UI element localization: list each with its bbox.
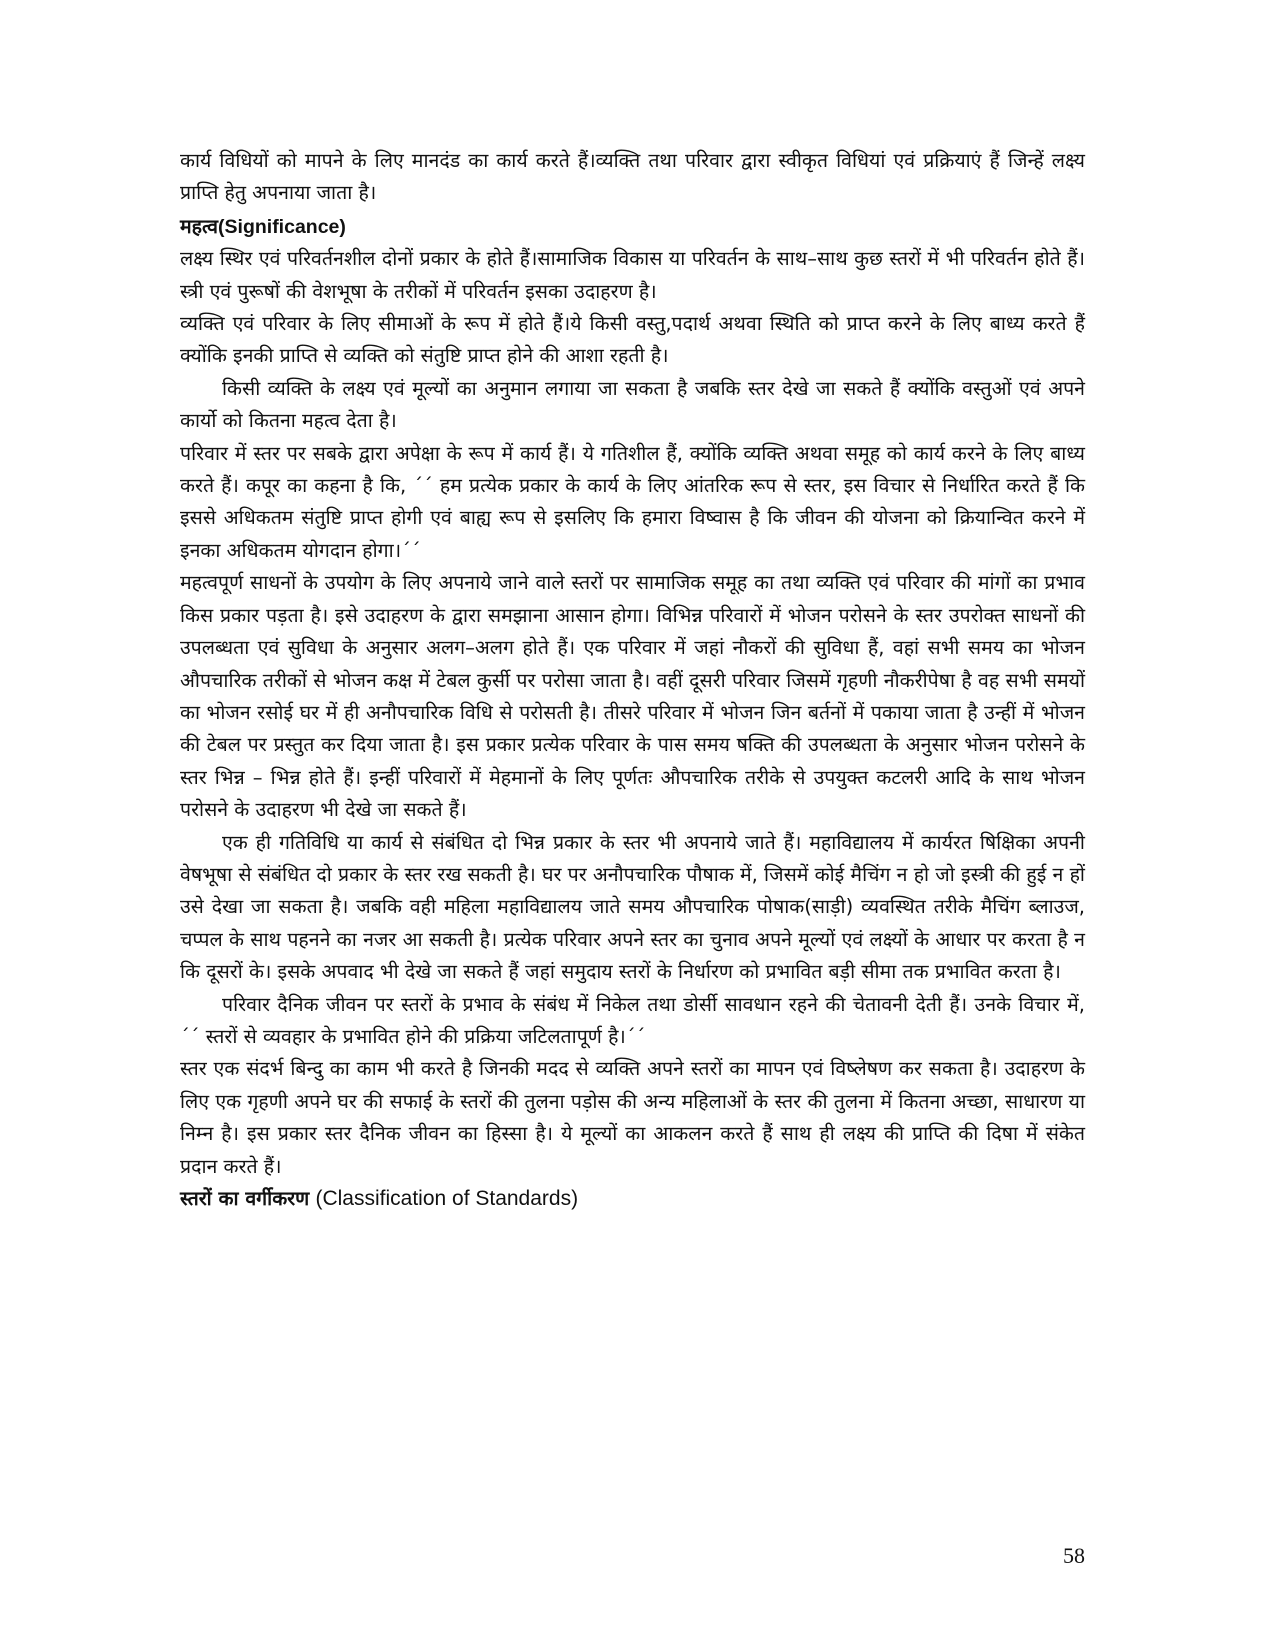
paragraph-resources-example: महत्वपूर्ण साधनों के उपयोग के लिए अपनाये जाने वाले स्तरों पर सामाजिक समूह का तथा व्यक्ति एवं परिवार की मांगों का प्रभाव किस प्रकार पड़ता है। इसे उदाहरण के द्वारा समझाना आसान होगा। विभिन्न परिवारों में भोजन परोसने के स्तर उपरोक्त साधनों की उपलब्धता एवं सुविधा के अनुसार अलग–अलग होते हैं। एक परिवार में जहां नौकरों की सुविधा हैं, वहां सभी समय का भोजन औपचारिक तरीकों से भोजन कक्ष में टेबल कुर्सी पर परोसा जाता है। वहीं दूसरी परिवार जिसमें गृहणी नौकरीपेषा है वह सभी समयों का भोजन रसोई घर में ही अनौपचारिक विधि से परोसती है। तीसरे परिवार में भोजन जिन बर्तनों में पकाया जाता है उन्हीं में भोजन की टेबल पर प्रस्तुत कर दिया जाता है। इस प्रकार प्रत्येक परिवार के पास समय षक्ति की उपलब्धता के अनुसार भोजन परोसने के स्तर भिन्न – भिन्न होते हैं। इन्हीं परिवारों में मेहमानों के लिए पूर्णतः औपचारिक तरीके से उपयुक्त कटलरी आदि के साथ भोजन परोसने के उदाहरण भी देखे जा सकते हैं। — [180, 571, 1085, 822]
paragraph-two-standards: एक ही गतिविधि या कार्य से संबंधित दो भिन्न प्रकार के स्तर भी अपनाये जाते हैं। महाविद्यालय में कार्यरत षिक्षिका अपनी वेषभूषा से संबंधित दो प्रकार के स्तर रख सकती है। घर पर अनौपचारिक पौषाक में, जिसमें कोई मैचिंग न हो जो इस्त्री की हुई न हों उसे देखा जा सकता है। जबकि वही महिला महाविद्यालय जाते समय औपचारिक पोषाक(साड़ी) व्यवस्थित तरीके मैचिंग ब्लाउज, चप्पल के साथ पहनने का नजर आ सकती है। प्रत्येक परिवार अपने स्तर का चुनाव अपने मूल्यों एवं लक्ष्यों के आधार पर करता है न कि दूसरों के। इसके अपवाद भी देखे जा सकते हैं जहां समुदाय स्तरों के निर्धारण को प्रभावित बड़ी सीमा तक प्रभावित करता है। — [180, 830, 1085, 984]
paragraph-family-expectation: परिवार में स्तर पर सबके द्वारा अपेक्षा के रूप में कार्य हैं। ये गतिशील हैं, क्योंकि व्यक्ति अथवा समूह को कार्य करने के लिए बाध्य करते हैं। कपूर का कहना है कि, ´´ हम प्रत्येक प्रकार के कार्य के लिए आंतरिक रूप से स्तर, इस विचार से निर्धारित करते हैं कि इससे अधिकतम संतुष्टि प्राप्त होगी एवं बाह्य रूप से इसलिए कि हमारा विष्वास है कि जीवन की योजना को क्रियान्वित करने में इनका अधिकतम योगदान होगा।´´ — [180, 441, 1085, 562]
section-heading-classification — [180, 1183, 1085, 1215]
page-number: 58 — [1063, 1543, 1085, 1568]
section-heading-significance — [180, 211, 1085, 243]
paragraph-methods: कार्य विधियों को मापने के लिए मानदंड का कार्य करते हैं।व्यक्ति तथा परिवार द्वारा स्वीकृत विधियां एवं प्रक्रियाएं हैं जिन्हें लक्ष्य प्राप्ति हेतु अपनाया जाता है। — [180, 149, 1085, 205]
heading-classification-english: (Classification of Standards) — [315, 1187, 579, 1210]
heading-classification-hindi: स्तरों का वर्गीकरण — [180, 1187, 310, 1210]
paragraph-limits: व्यक्ति एवं परिवार के लिए सीमाओं के रूप में होते हैं।ये किसी वस्तु,पदार्थ अथवा स्थिति को प्राप्त करने के लिए बाध्य करते हैं क्योंकि इनकी प्राप्ति से व्यक्ति को संतुष्टि प्राप्त होने की आशा रहती है। — [180, 312, 1085, 368]
paragraph-estimation: किसी व्यक्ति के लक्ष्य एवं मूल्यों का अनुमान लगाया जा सकता है जबकि स्तर देखे जा सकते हैं क्योंकि वस्तुओं एवं अपने कार्यो को कितना महत्व देता है। — [180, 376, 1085, 433]
paragraph-goals-change: लक्ष्य स्थिर एवं परिवर्तनशील दोनों प्रकार के होते हैं।सामाजिक विकास या परिवर्तन के साथ–साथ कुछ स्तरों में भी परिवर्तन होते हैं।स्त्री एवं पुरूषों की वेशभूषा के तरीकों में परिवर्तन इसका उदाहरण है। — [180, 247, 1085, 303]
paragraph-nickell-dorsey: परिवार दैनिक जीवन पर स्तरों के प्रभाव के संबंध में निकेल तथा डोर्सी सावधान रहने की चेतावनी देती हैं। उनके विचार में, ´´ स्तरों से व्यवहार के प्रभावित होने की प्रक्रिया जटिलतापूर्ण है।´´ — [180, 992, 1085, 1048]
document-page — [180, 145, 1085, 1215]
heading-significance-hindi: महत्व — [180, 214, 219, 238]
heading-significance-english: (Significance) — [218, 215, 346, 238]
paragraph-reference-point: स्तर एक संदर्भ बिन्दु का काम भी करते है जिनकी मदद से व्यक्ति अपने स्तरों का मापन एवं विष्लेषण कर सकता है। उदाहरण के लिए एक गृहणी अपने घर की सफाई के स्तरों की तुलना पड़ोस की अन्य महिलाओं के स्तर की तुलना में कितना अच्छा, साधारण या निम्न है। इस प्रकार स्तर दैनिक जीवन का हिस्सा है। ये मूल्यों का आकलन करते हैं साथ ही लक्ष्य की प्राप्ति की दिषा में संकेत प्रदान करते हैं। — [180, 1057, 1085, 1178]
